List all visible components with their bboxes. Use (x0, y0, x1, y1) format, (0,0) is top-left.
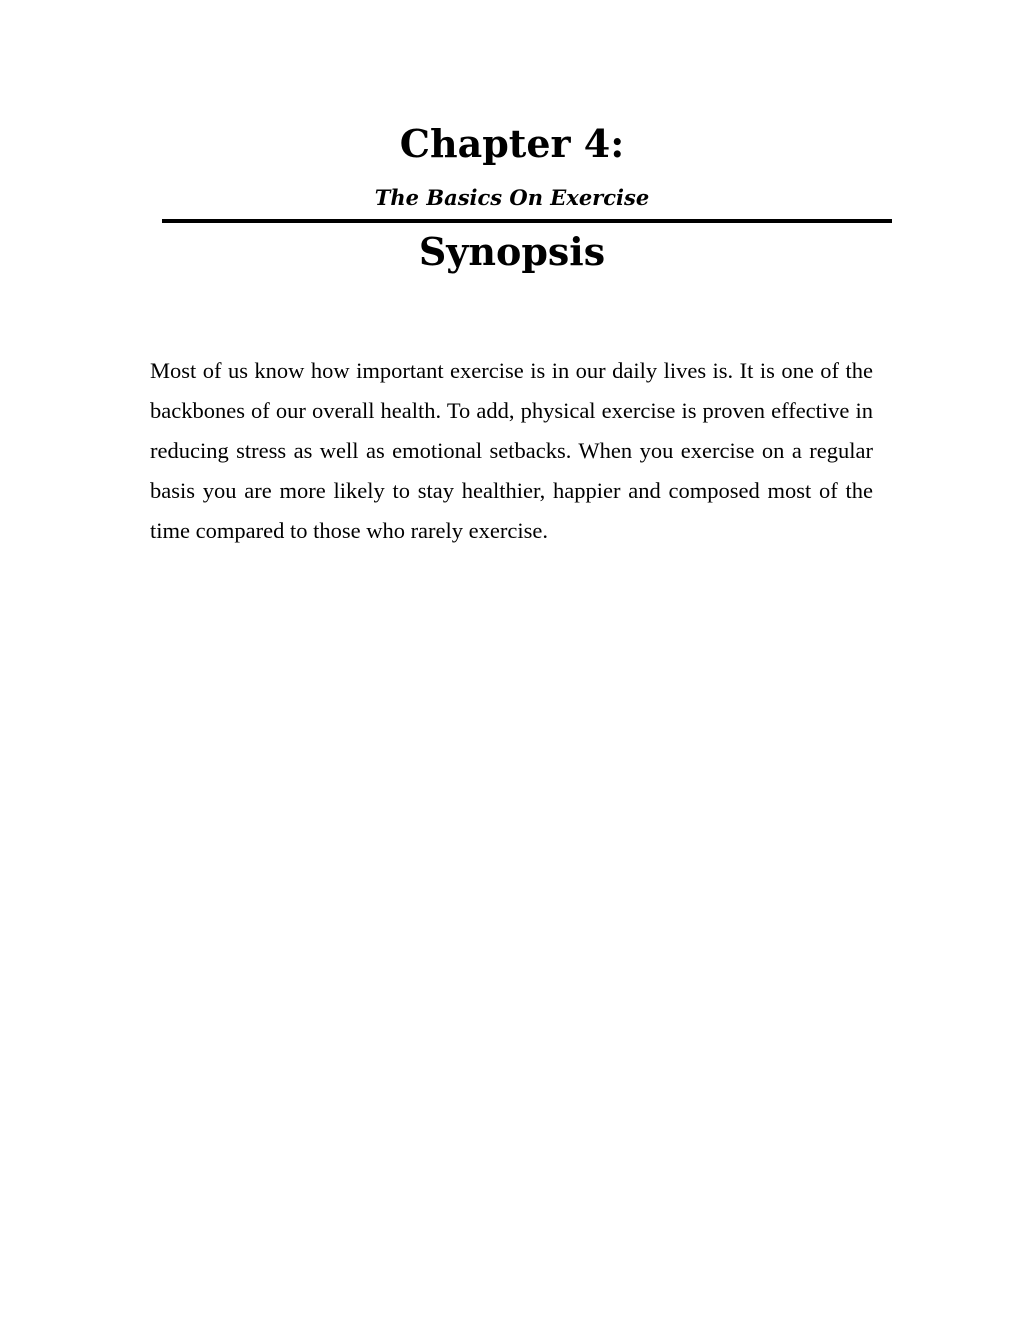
chapter-title: Chapter 4: (399, 121, 625, 166)
body-paragraph: Most of us know how important exercise is in our daily lives is. It is one of the backbones of our overall health. To add, physical exercise is proven effective in reducing stress as well as emotional setbacks. When you exercise on a regular basis you are more likely to stay healthier, happier and composed most of the time compared to those who rarely exercise. (150, 358, 873, 543)
section-title: Synopsis (418, 229, 606, 274)
chapter-subtitle: The Basics On Exercise (374, 185, 650, 210)
title-divider (162, 219, 892, 223)
